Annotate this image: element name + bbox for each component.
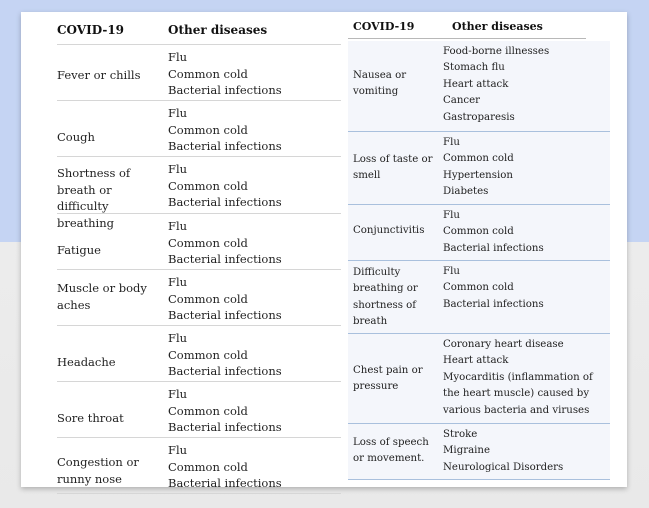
column-header-covid: COVID-19 <box>353 20 415 33</box>
disease-item: Common cold <box>168 347 248 362</box>
disease-item: Food-borne illnesses <box>443 46 550 57</box>
disease-item: Flu <box>168 387 188 401</box>
symptom-cell: Nausea or vomiting <box>353 70 407 98</box>
symptom-cell: Headache <box>57 355 116 369</box>
table-row <box>348 261 610 334</box>
other-diseases-cell <box>443 337 608 419</box>
disease-item: Myocarditis (inflammation of the heart muscle) caused by various bacteria and viruses <box>443 371 593 416</box>
disease-item: Common cold <box>168 178 248 193</box>
other-diseases-cell <box>168 274 338 324</box>
disease-item: Gastroparesis <box>443 111 515 123</box>
symptom-cell: Fever or chills <box>57 68 141 82</box>
disease-item: Cancer <box>443 95 481 107</box>
symptom-cell: Difficulty breathing or shortness of breath <box>353 267 418 328</box>
table-row <box>348 41 610 132</box>
other-diseases-cell <box>443 135 608 201</box>
column-header-covid: COVID-19 <box>57 23 125 37</box>
disease-item: Stroke <box>443 429 478 440</box>
disease-item: Bacterial infections <box>443 298 544 310</box>
disease-item: Flu <box>168 106 188 120</box>
other-diseases-cell <box>168 442 338 492</box>
disease-item: Coronary heart disease <box>443 339 564 350</box>
table-row <box>57 214 341 270</box>
disease-item: Flu <box>168 162 188 176</box>
disease-item: Bacterial infections <box>168 139 282 153</box>
disease-item: Bacterial infections <box>168 83 282 97</box>
disease-item: Common cold <box>168 122 248 137</box>
disease-item: Bacterial infections <box>168 420 282 434</box>
disease-item: Common cold <box>168 66 248 81</box>
symptom-table-left <box>57 18 341 494</box>
disease-item: Hypertension <box>443 169 513 181</box>
disease-item: Neurological Disorders <box>443 461 564 473</box>
disease-item: Heart attack <box>443 355 509 367</box>
disease-item: Bacterial infections <box>168 364 282 378</box>
disease-item: Common cold <box>443 282 514 294</box>
disease-item: Flu <box>168 275 188 289</box>
symptom-cell: Sore throat <box>57 411 124 425</box>
disease-item: Common cold <box>168 403 248 418</box>
table-header <box>348 18 610 41</box>
other-diseases-cell <box>443 208 608 257</box>
column-header-other-diseases: Other diseases <box>452 20 543 33</box>
disease-item: Bacterial infections <box>168 195 282 209</box>
symptom-table-right <box>348 18 610 480</box>
disease-item: Common cold <box>168 235 248 250</box>
other-diseases-cell <box>168 49 338 99</box>
other-diseases-cell <box>168 330 338 380</box>
disease-item: Flu <box>443 266 460 277</box>
header-divider <box>348 38 586 39</box>
disease-item: Bacterial infections <box>168 308 282 322</box>
symptom-cell: Loss of speech or movement. <box>353 437 429 465</box>
other-diseases-cell <box>168 386 338 436</box>
symptom-cell: Chest pain or pressure <box>353 365 423 393</box>
table-row <box>348 334 610 424</box>
disease-item: Flu <box>168 331 188 345</box>
table-header <box>57 18 341 45</box>
symptom-cell: Conjunctivitis <box>353 225 425 236</box>
disease-item: Common cold <box>168 291 248 306</box>
table-body <box>348 41 610 480</box>
disease-item: Flu <box>168 219 188 233</box>
other-diseases-cell <box>443 44 608 126</box>
other-diseases-cell <box>168 105 338 155</box>
table-row <box>57 45 341 101</box>
symptom-cell: Shortness of breath or difficulty breathing <box>57 166 131 230</box>
table-row <box>57 101 341 157</box>
disease-item: Bacterial infections <box>168 476 282 490</box>
other-diseases-cell <box>443 264 608 313</box>
table-row <box>348 205 610 261</box>
table-row <box>57 157 341 230</box>
disease-item: Flu <box>168 50 188 64</box>
table-row <box>57 326 341 382</box>
disease-item: Common cold <box>168 459 248 474</box>
table-row <box>348 132 610 205</box>
disease-item: Common cold <box>443 153 514 165</box>
other-diseases-cell <box>443 427 608 476</box>
symptom-cell: Loss of taste or smell <box>353 154 433 182</box>
table-row <box>57 382 341 438</box>
disease-item: Heart attack <box>443 78 509 90</box>
symptom-cell: Muscle or body aches <box>57 281 147 312</box>
disease-item: Migraine <box>443 445 491 457</box>
document-card <box>21 12 627 490</box>
disease-item: Flu <box>443 210 460 221</box>
column-header-other-diseases: Other diseases <box>168 23 268 37</box>
other-diseases-cell <box>168 161 338 211</box>
table-row <box>57 270 341 326</box>
symptom-cell: Fatigue <box>57 243 101 257</box>
disease-item: Bacterial infections <box>168 252 282 266</box>
disease-item: Flu <box>443 137 460 148</box>
table-row <box>57 438 341 494</box>
disease-item: Common cold <box>443 226 514 238</box>
other-diseases-cell <box>168 218 338 268</box>
disease-item: Diabetes <box>443 186 489 198</box>
disease-item: Bacterial infections <box>443 242 544 254</box>
disease-item: Stomach flu <box>443 62 505 74</box>
table-row <box>348 424 610 480</box>
symptom-cell: Cough <box>57 130 95 144</box>
symptom-cell: Congestion or runny nose <box>57 455 139 486</box>
table-body <box>57 45 341 494</box>
disease-item: Flu <box>168 443 188 457</box>
